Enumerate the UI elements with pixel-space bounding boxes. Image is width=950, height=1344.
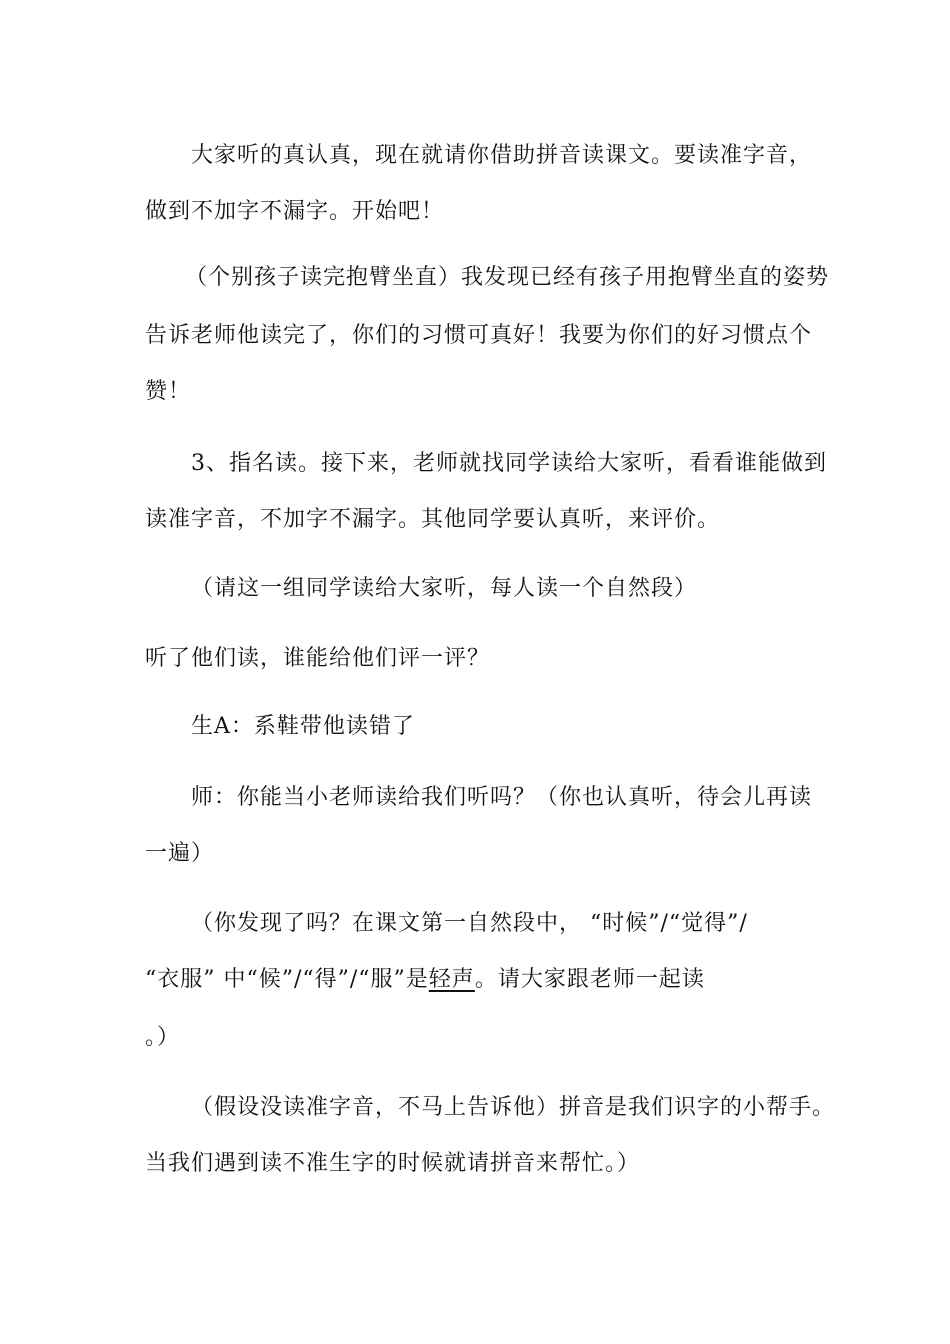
paragraph-9-line-2: 当我们遇到读不准生字的时候就请拼音来帮忙。） — [145, 1151, 641, 1176]
paragraph-5-line-1: 听了他们读，谁能给他们评一评？ — [145, 646, 491, 671]
paragraph-3-line-2: 读准字音，不加字不漏字。其他同学要认真听，来评价。 — [145, 507, 721, 532]
paragraph-8-line-3: 。） — [145, 1025, 181, 1050]
paragraph-3-line-1: 3、指名读。接下来，老师就找同学读给大家听，看看谁能做到 — [191, 451, 827, 476]
paragraph-1-line-2: 做到不加字不漏字。开始吧！ — [145, 199, 445, 224]
paragraph-7-line-2: 一遍） — [145, 841, 215, 866]
paragraph-2-line-1: （个别孩子读完抱臂坐直）我发现已经有孩子用抱臂坐直的姿势 — [185, 265, 830, 290]
paragraph-6-line-1: 生A：系鞋带他读错了 — [191, 714, 415, 739]
paragraph-8-line-1: （你发现了吗？在课文第一自然段中， “时候”/“觉得”/ — [191, 911, 748, 936]
paragraph-1-line-1: 大家听的真认真，现在就请你借助拼音读课文。要读准字音， — [191, 143, 813, 168]
underlined-term: 轻声 — [428, 967, 475, 992]
paragraph-9-line-1: （假设没读准字音，不马上告诉他）拼音是我们识字的小帮手。 — [191, 1095, 836, 1120]
paragraph-8-line-2 — [145, 965, 705, 995]
paragraph-8-line-2-text: “衣服” 中“候”/“得”/“服”是 — [145, 967, 429, 992]
paragraph-4-line-1: （请这一组同学读给大家听，每人读一个自然段） — [191, 576, 698, 601]
paragraph-7-line-1: 师：你能当小老师读给我们听吗？（你也认真听，待会儿再读 — [191, 785, 813, 810]
paragraph-2-line-3: 赞！ — [145, 379, 192, 404]
paragraph-8-line-2-tail: 。请大家跟老师一起读 — [474, 967, 705, 992]
paragraph-2-line-2: 告诉老师他读完了，你们的习惯可真好！我要为你们的好习惯点个 — [145, 323, 813, 348]
